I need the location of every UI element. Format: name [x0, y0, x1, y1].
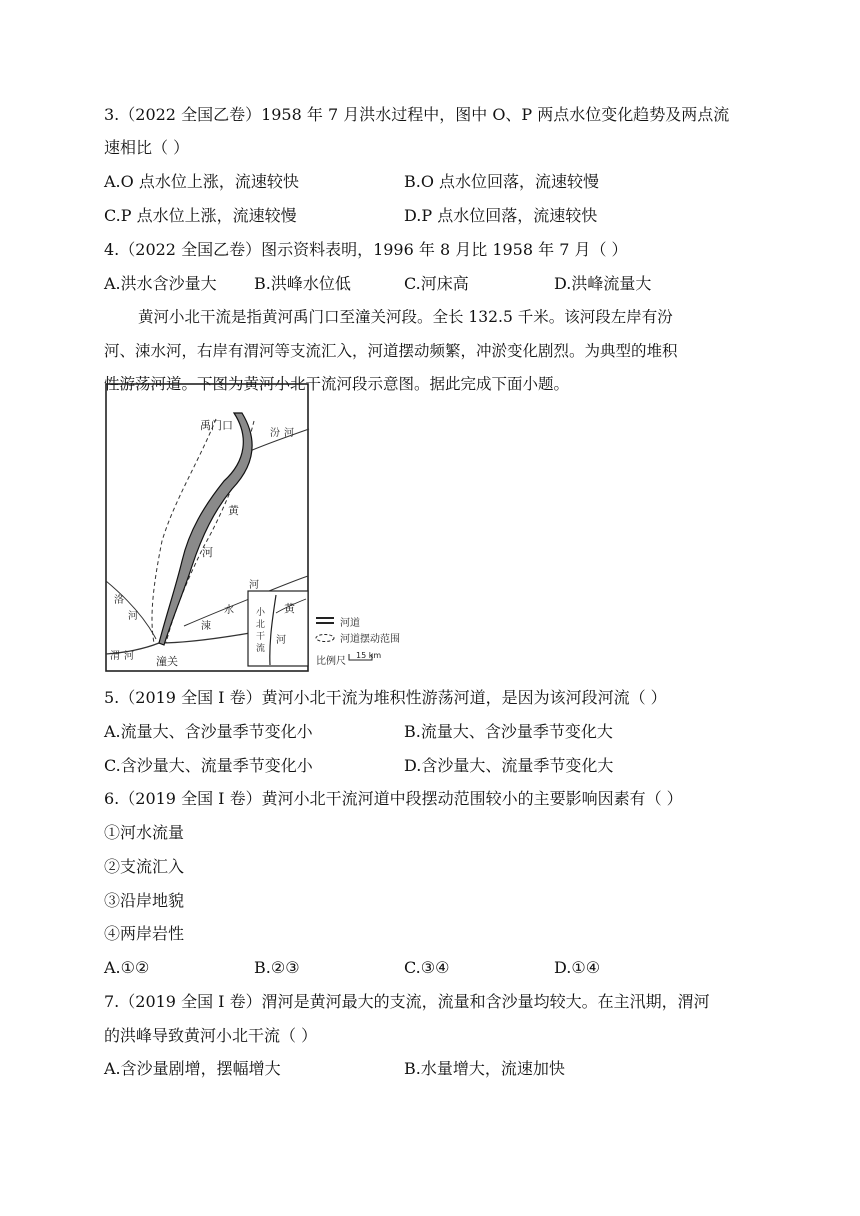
legend-swing-label: 河道摆动范围	[340, 634, 400, 645]
q3-option-a: A.O 点水位上涨，流速较快	[104, 172, 299, 191]
q6-item-4: ④两岸岩性	[104, 924, 185, 943]
q7-stem-line2: 的洪峰导致黄河小北干流（ ）	[104, 1026, 318, 1045]
yellow-river-channel	[159, 413, 252, 645]
q5-option-d: D.含沙量大、流量季节变化大	[404, 756, 614, 775]
inset-label-huang: 黄	[284, 602, 295, 615]
label-tongguan: 潼关	[156, 655, 178, 668]
label-wei-2: 河	[124, 651, 134, 662]
label-su-2: 水	[224, 605, 234, 616]
q7-stem-line1: 7.（2019 全国 I 卷）渭河是黄河最大的支流，流量和含沙量均较大。在主汛期，渭河	[104, 992, 710, 1011]
label-huang-2: 河	[202, 546, 213, 559]
q5-option-b: B.流量大、含沙量季节变化大	[404, 722, 613, 741]
passage-line2: 河、涑水河，右岸有渭河等支流汇入，河道摆动频繁，冲淤变化剧烈。为典型的堆积	[104, 342, 678, 360]
q6-option-b: B.②③	[254, 958, 300, 977]
inset-label-xiao: 小	[256, 608, 266, 618]
q3-option-b: B.O 点水位回落，流速较慢	[404, 172, 600, 191]
label-su-3: 河	[249, 580, 259, 591]
q3-option-c: C.P 点水位上涨，流速较慢	[104, 206, 297, 225]
inset-label-liu: 流	[256, 644, 266, 654]
q7-option-b: B.水量增大，流速加快	[404, 1059, 565, 1078]
luo-river	[106, 581, 156, 639]
label-fen-1: 汾	[270, 428, 280, 439]
map-legend	[316, 616, 400, 667]
legend-scale-value: 15 km	[356, 651, 382, 660]
legend-channel-label: 河道	[340, 618, 360, 629]
q6-item-2: ②支流汇入	[104, 857, 185, 876]
label-luo-1: 洛	[114, 595, 124, 606]
label-yumenkou: 禹门口	[200, 419, 233, 432]
q3-stem-line1: 3.（2022 全国乙卷）1958 年 7 月洪水过程中，图中 O、P 两点水位变化趋势及两点流	[104, 105, 730, 124]
q6-item-3: ③沿岸地貌	[104, 891, 185, 910]
legend-swing-symbol	[316, 635, 334, 642]
q5-option-c: C.含沙量大、流量季节变化小	[104, 756, 313, 775]
q6-stem: 6.（2019 全国 I 卷）黄河小北干流河道中段摆动范围较小的主要影响因素有（ ）	[104, 789, 683, 808]
inset-label-bei: 北	[256, 620, 266, 630]
q4-option-a: A.洪水含沙量大	[104, 274, 217, 293]
label-huang-1: 黄	[228, 504, 239, 517]
label-luo-2: 河	[128, 611, 138, 622]
passage-line1: 黄河小北干流是指黄河禹门口至潼关河段。全长 132.5 千米。该河段左岸有汾	[138, 308, 673, 326]
q5-option-a: A.流量大、含沙量季节变化小	[104, 722, 313, 741]
swing-range-right	[166, 421, 254, 643]
passage-line3: 性游荡河道。下图为黄河小北干流河段示意图。据此完成下面小题。	[104, 375, 570, 393]
q6-item-1: ①河水流量	[104, 823, 185, 842]
legend-scale-label: 比例尺	[316, 656, 346, 667]
q6-option-c: C.③④	[404, 958, 450, 977]
legend-channel-symbol	[316, 618, 334, 623]
q4-option-b: B.洪峰水位低	[254, 274, 351, 293]
inset-label-he: 河	[276, 635, 286, 646]
label-wei-1: 渭	[110, 651, 120, 662]
q3-option-d: D.P 点水位回落，流速较快	[404, 206, 598, 225]
q7-option-a: A.含沙量剧增，摆幅增大	[104, 1059, 281, 1078]
q4-stem: 4.（2022 全国乙卷）图示资料表明，1996 年 8 月比 1958 年 7 月（ ）	[104, 240, 628, 259]
q4-option-d: D.洪峰流量大	[554, 274, 652, 293]
q3-stem-line2: 速相比（ ）	[104, 138, 190, 157]
q5-stem: 5.（2019 全国 I 卷）黄河小北干流为堆积性游荡河道，是因为该河段河流（ ）	[104, 688, 667, 707]
q6-option-a: A.①②	[104, 958, 150, 977]
river-map-figure	[104, 381, 444, 676]
inset-map	[248, 591, 308, 666]
label-fen-2: 河	[284, 428, 294, 439]
label-su-1: 涑	[201, 621, 211, 632]
q4-option-c: C.河床高	[404, 274, 469, 293]
inset-label-gan: 干	[256, 632, 266, 642]
q6-option-d: D.①④	[554, 958, 601, 977]
